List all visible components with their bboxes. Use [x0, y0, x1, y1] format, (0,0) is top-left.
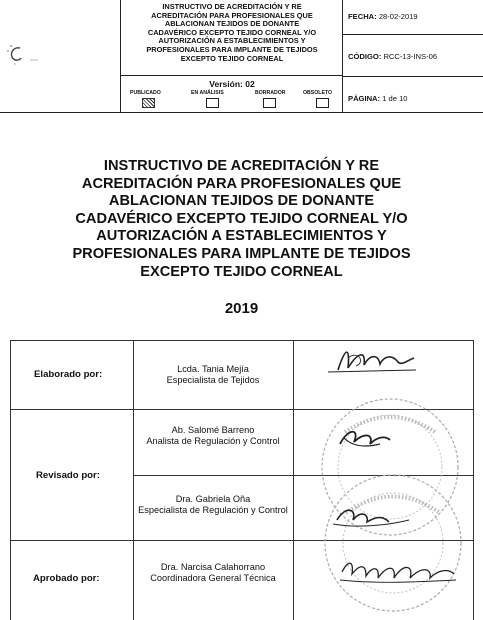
status-obsoleto-checkbox: [316, 98, 329, 108]
signer-title: Especialista de Tejidos: [166, 375, 260, 386]
pagina-field: [348, 94, 408, 103]
version-label: Versión:: [209, 79, 243, 89]
version-field: [128, 79, 336, 89]
elaborado-label: Elaborado por:: [34, 369, 103, 380]
status-borrador-checkbox: [263, 98, 276, 108]
status-en-analisis-checkbox: [206, 98, 219, 108]
header-document-title: INSTRUCTIVO DE ACREDITACIÓN Y RE ACREDITACIÓN PARA PROFESIONALES QUE ABLACIONAN TEJIDOS DE DONANTE CADAVÉRICO EXCEPTO TEJIDO CORNEAL Y/O AUTORIZACIÓN A ESTABLECIMIENTOS Y PROFESIONALES PARA IMPLANTE DE TEJIDOS EXCEPTO TEJIDO CORNEAL: [146, 2, 318, 63]
status-en-analisis-label: EN ANÁLISIS: [191, 90, 224, 96]
fecha-label: FECHA:: [348, 12, 377, 21]
signer-tania-mejia: [133, 364, 293, 386]
status-obsoleto-label: OBSOLETO: [303, 90, 333, 96]
document-year: 2019: [224, 300, 259, 317]
signer-name: Dra. Narcisa Calahorrano: [160, 562, 266, 572]
signature-tania-mejia-icon: [318, 340, 418, 380]
codigo-value: RCC-13-INS-06: [383, 52, 438, 61]
codigo-label: CÓDIGO:: [348, 52, 382, 61]
signature-narcisa-calahorrano-icon: [338, 556, 458, 588]
institution-logo-icon: [6, 42, 40, 68]
version-value: 02: [245, 79, 255, 89]
aprobado-label: Aprobado por:: [33, 573, 100, 584]
status-publicado-checkbox: [142, 98, 155, 108]
signer-narcisa-calahorrano: [133, 562, 293, 584]
revisado-label: Revisado por:: [36, 470, 100, 481]
signer-salome-barreno: [133, 425, 293, 447]
pagina-label: PÁGINA:: [348, 94, 381, 103]
signer-name: Ab. Salomé Barreno: [171, 425, 255, 435]
pagina-value: 1 de 10: [382, 94, 408, 103]
signer-title: Analista de Regulación y Control: [146, 436, 280, 447]
status-borrador-label: BORRADOR: [255, 90, 286, 96]
institutional-stamp-icon: [318, 468, 468, 618]
status-publicado-label: PUBLICADO: [130, 90, 161, 96]
main-title: INSTRUCTIVO DE ACREDITACIÓN Y RE ACREDITACIÓN PARA PROFESIONALES QUE ABLACIONAN TEJIDOS DE DONANTE CADAVÉRICO EXCEPTO TEJIDO CORNEAL Y/O AUTORIZACIÓN A ESTABLECIMIENTOS Y PROFESIONALES PARA IMPLANTE DE TEJIDOS EXCEPTO TEJIDO CORNEAL: [72, 158, 411, 280]
signer-title: Especialista de Regulación y Control: [138, 505, 288, 516]
fecha-field: [348, 12, 418, 21]
signer-name: Dra. Gabriela Oña: [175, 494, 251, 504]
signature-gabriela-ona-icon: [325, 500, 415, 534]
signer-gabriela-ona: [133, 494, 293, 516]
codigo-field: [348, 52, 437, 61]
signer-name: Lcda. Tania Mejía: [177, 364, 249, 374]
signature-salome-barreno-icon: [330, 418, 400, 458]
signer-title: Coordinadora General Técnica: [150, 573, 276, 584]
fecha-value: 28-02-2019: [378, 12, 418, 21]
